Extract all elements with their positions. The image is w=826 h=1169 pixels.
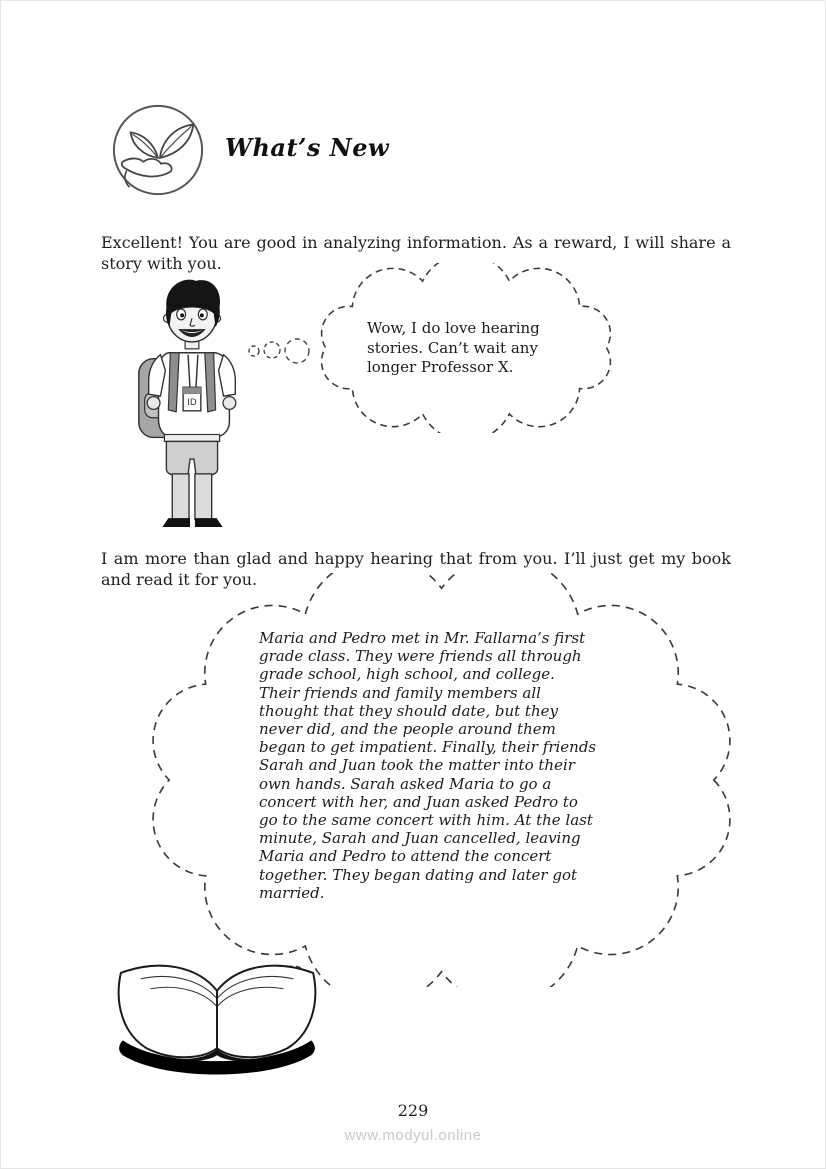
response-paragraph: I am more than glad and happy hearing that from you. I’ll just get my book and read it for you. — [101, 549, 731, 589]
student-character-illustration — [127, 273, 255, 531]
book-page-right — [217, 966, 315, 1058]
svg-text:ID: ID — [187, 397, 197, 408]
student-shoe-right — [195, 518, 223, 527]
student-shoe-left — [162, 518, 190, 527]
open-book-illustration — [103, 951, 331, 1089]
student-thought-cloud — [311, 263, 621, 433]
hand-shape — [122, 158, 172, 176]
book-page-left — [119, 966, 217, 1058]
story-thought-cloud — [149, 573, 734, 988]
intro-paragraph: Excellent! You are good in analyzing information. As a reward, I will share a story with you. — [101, 233, 731, 273]
page-title: What’s New — [225, 133, 390, 162]
student-thought-text: Wow, I do love hearing stories. Can’t wait any longer Professor X. — [367, 319, 540, 376]
student-pants — [166, 441, 217, 474]
story-text: Maria and Pedro met in Mr. Fallarna’s first grade class. They were friends all through grade school, high school, and college. Their friends and family members all thought that they should date, but they never did, and the people around them began to get impatient. Finally, their friends Sarah and Juan took the matter into their own hands. Sarah asked Maria to go a concert with her, and Juan asked Pedro to go to the same concert with him. At the last minute, Sarah and Juan cancelled, leaving Maria and Pedro to attend the concert together. They began dating and later got married. — [259, 629, 597, 902]
plant-in-hand-icon — [109, 101, 207, 199]
page-number: 229 — [397, 1101, 429, 1120]
student-id-badge — [183, 387, 201, 411]
watermark: www.modyul.online — [344, 1127, 482, 1144]
thought-trail-bubbles — [244, 331, 316, 373]
student-head — [163, 280, 220, 342]
